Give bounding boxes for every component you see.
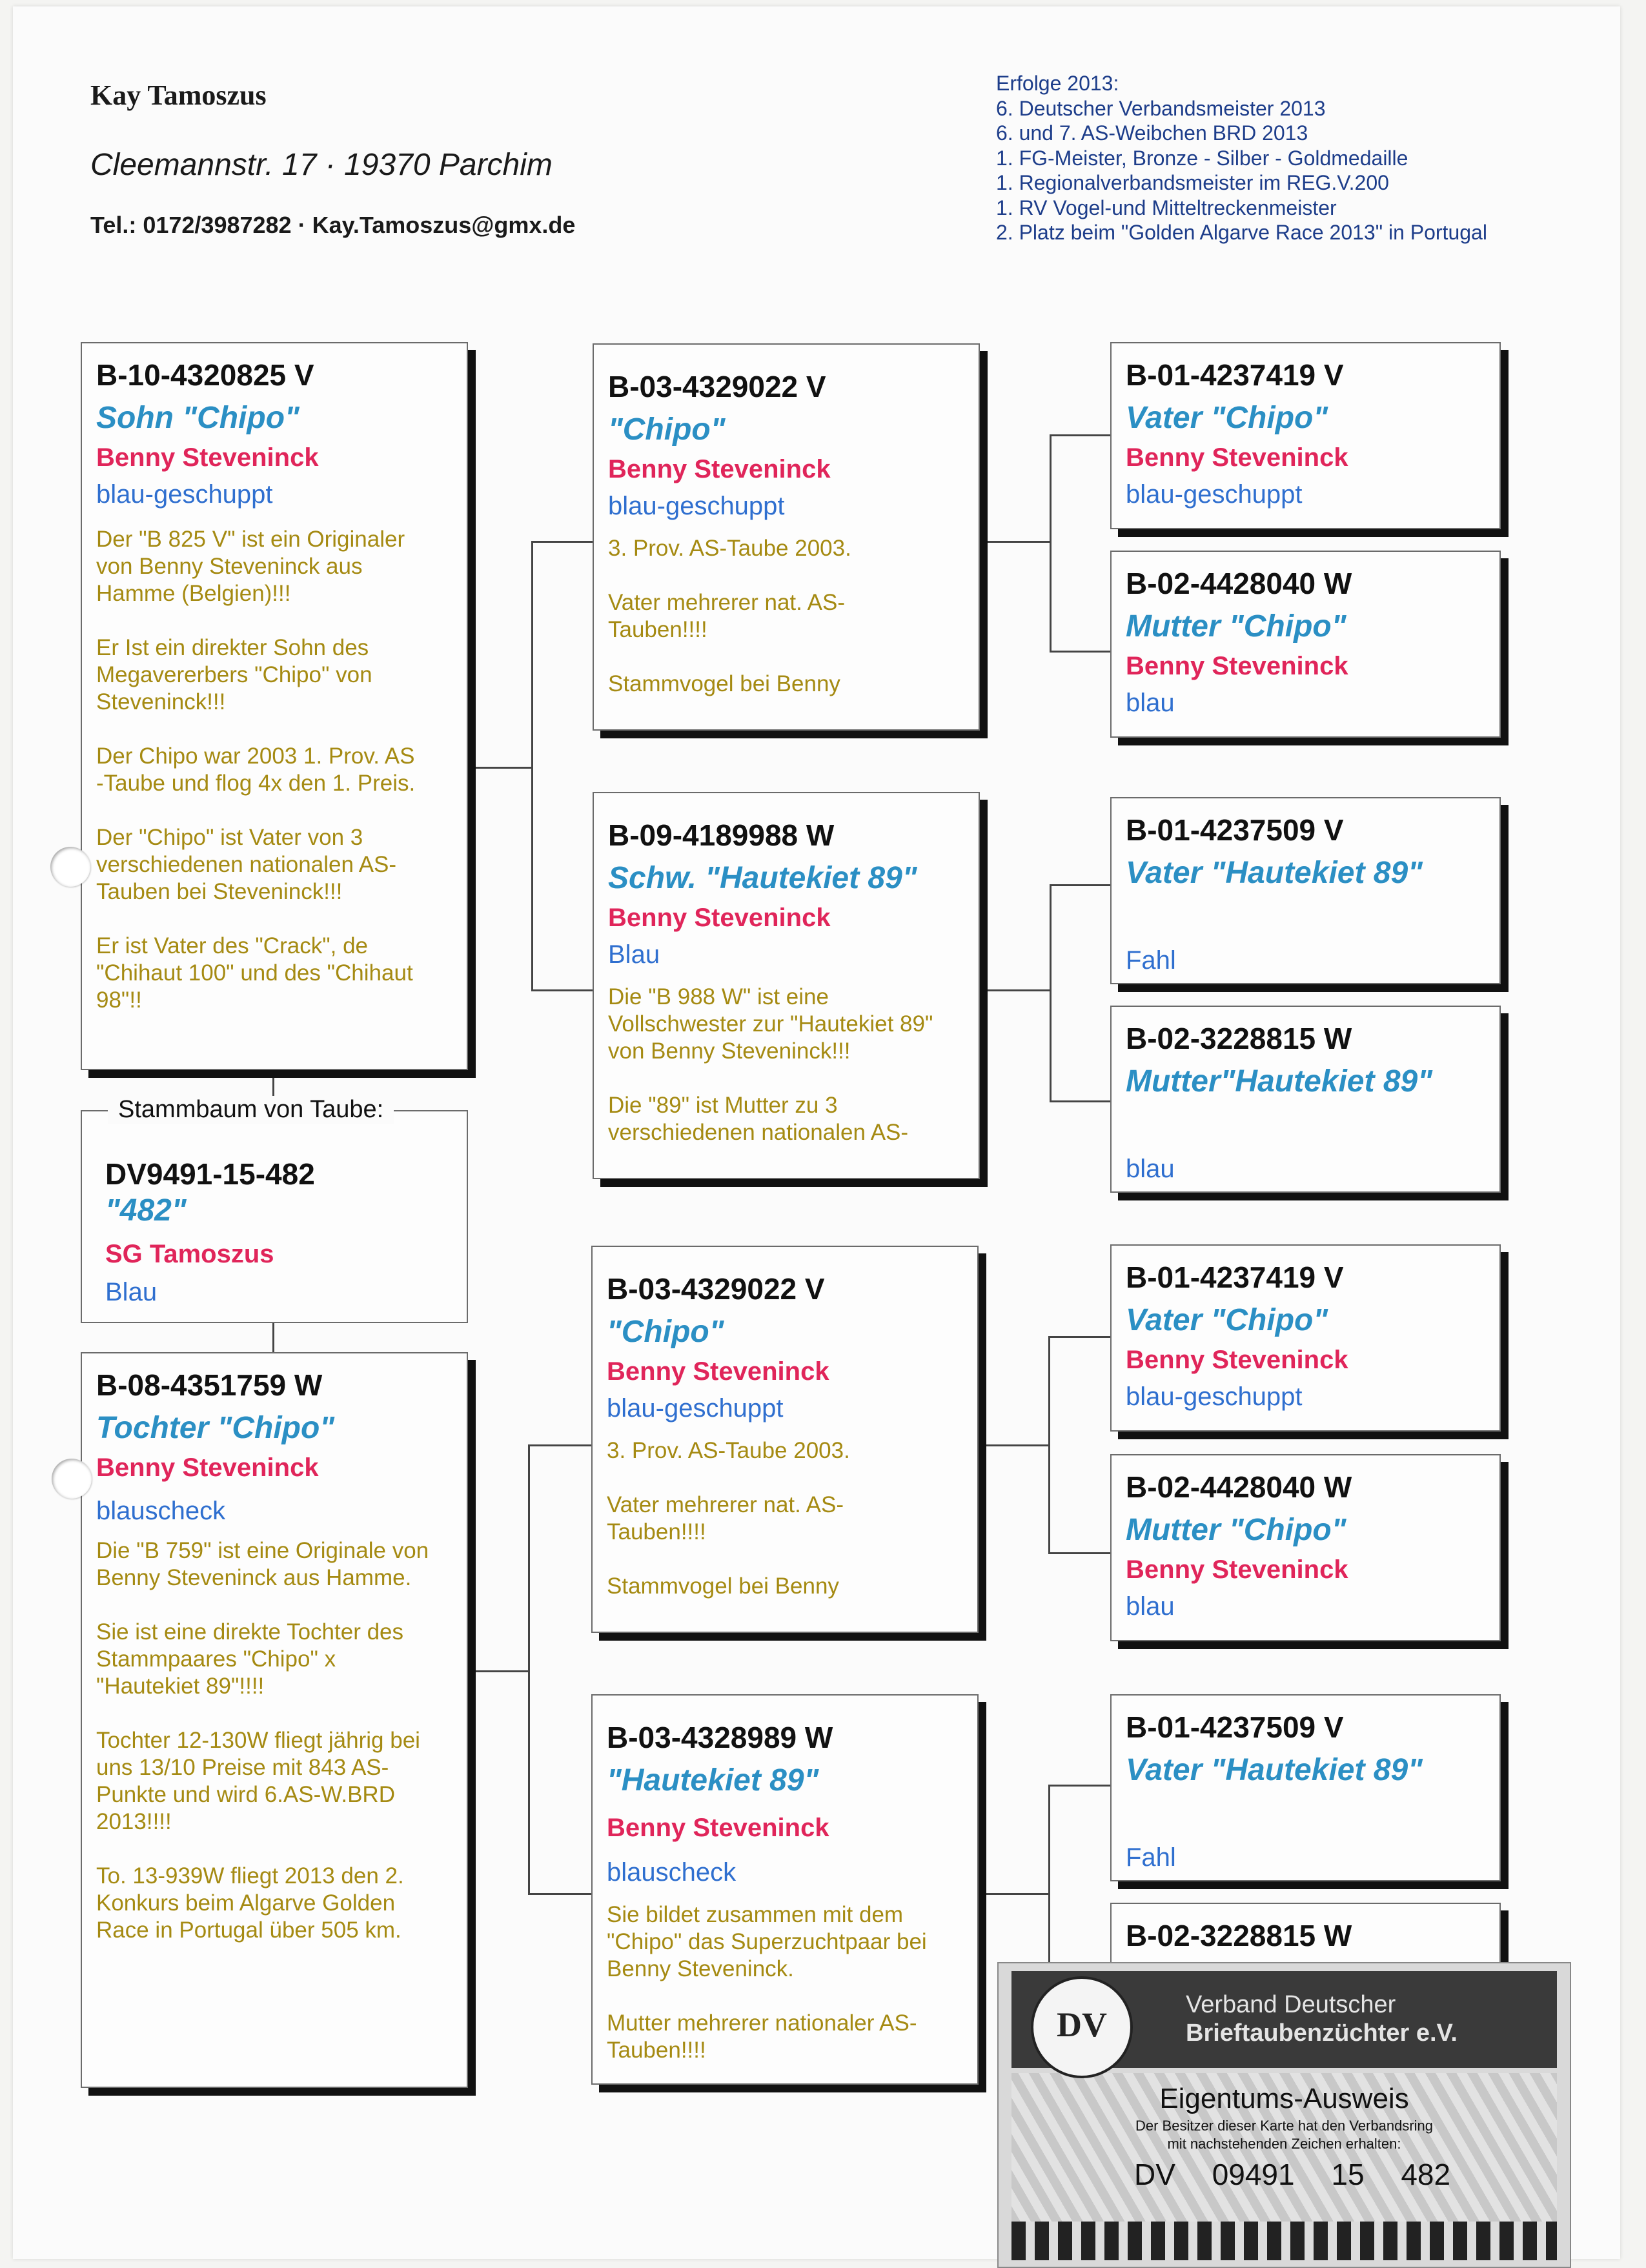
org-line: Verband Deutscher	[1186, 1991, 1396, 2018]
card-subtitle	[999, 2117, 1570, 2153]
connector-line	[528, 1444, 591, 1446]
note-paragraph: Stammvogel bei Benny	[607, 1574, 839, 1599]
empty-breeder-line	[1126, 1099, 1485, 1147]
note-paragraph: Die "B 759" ist eine Originale von Benny Steveninck aus Hamme.	[96, 1538, 429, 1590]
great-grandparent-card	[1110, 1694, 1501, 1881]
success-line: Erfolge 2013:	[996, 72, 1119, 95]
success-line: 2. Platz beim "Golden Algarve Race 2013" in Portugal	[996, 221, 1487, 244]
connector-line	[1048, 1336, 1110, 1338]
connector-line	[1050, 1100, 1110, 1102]
great-grandparent-card	[1110, 797, 1501, 984]
note-paragraph: Vater mehrerer nat. AS- Tauben!!!!	[608, 590, 846, 642]
connector-line	[1048, 1336, 1050, 1554]
ring-number: B-01-4237419 V	[1126, 358, 1344, 392]
pigeon-color: blau-geschuppt	[96, 480, 273, 509]
ring-number: DV9491-15-482	[105, 1157, 315, 1191]
ring-number: B-02-4428040 W	[1126, 1470, 1352, 1504]
connector-line	[528, 1893, 591, 1895]
breeder-name: Benny Steveninck	[96, 1453, 319, 1482]
subtitle-line: Der Besitzer dieser Karte hat den Verbandsring	[1135, 2118, 1434, 2134]
ring-number: B-02-3228815 W	[1126, 1022, 1352, 1055]
connector-line	[1050, 651, 1110, 653]
success-line: 6. Deutscher Verbandsmeister 2013	[996, 96, 1326, 120]
pigeon-name: Schw. "Hautekiet 89"	[608, 861, 917, 895]
great-grandparent-card	[1110, 551, 1501, 738]
great-grandparent-card	[1110, 342, 1501, 529]
org-line: Brieftaubenzüchter e.V.	[1186, 2020, 1458, 2047]
subject-box	[81, 1096, 468, 1323]
empty-breeder-line	[1126, 1788, 1485, 1836]
pigeon-name: Vater "Chipo"	[1126, 1303, 1328, 1337]
pigeon-color: blau-geschuppt	[608, 492, 785, 520]
owner-contact: Tel.: 0172/3987282 · Kay.Tamoszus@gmx.de	[90, 212, 576, 238]
card-title: Eigentums-Ausweis	[1159, 2083, 1409, 2114]
pigeon-name: Mutter "Chipo"	[1126, 609, 1346, 643]
breeder-name: Benny Steveninck	[607, 1357, 829, 1386]
ring-number: B-02-3228815 W	[1126, 1919, 1352, 1952]
success-line: 6. und 7. AS-Weibchen BRD 2013	[996, 121, 1308, 145]
ring-number: B-01-4237419 V	[1126, 1261, 1344, 1294]
ring-club: 09491	[1212, 2158, 1295, 2191]
ownership-id-card	[997, 1962, 1571, 2268]
pigeon-color: blauscheck	[96, 1497, 226, 1525]
connector-line	[1048, 1785, 1110, 1787]
success-list	[996, 71, 1487, 245]
note-paragraph: To. 13-939W fliegt 2013 den 2. Konkurs beim Algarve Golden Race in Portugal über 505 km.	[96, 1863, 404, 1943]
connector-line	[528, 1444, 530, 1894]
great-grandparent-card	[1110, 1006, 1501, 1193]
pigeon-color: blau-geschuppt	[607, 1394, 784, 1423]
success-line: 1. Regionalverbandsmeister im REG.V.200	[996, 171, 1389, 194]
pigeon-notes	[607, 1437, 963, 1600]
association-name	[1186, 1990, 1458, 2047]
pigeon-name: Vater "Chipo"	[1126, 401, 1328, 435]
connector-line	[531, 541, 533, 991]
note-paragraph: Tochter 12-130W fliegt jährig bei uns 13/10 Preise mit 843 AS- Punkte und wird 6.AS-W.BRD 2013!!!!	[96, 1728, 420, 1834]
connector-line	[531, 541, 593, 543]
note-paragraph: Der "Chipo" ist Vater von 3 verschiedenen nationalen AS- Tauben bei Steveninck!!!	[96, 825, 397, 904]
connector-line	[980, 1444, 1050, 1446]
owner-address: Cleemannstr. 17 · 19370 Parchim	[90, 148, 553, 182]
owner-name: Kay Tamoszus	[90, 79, 267, 111]
pigeon-color: Fahl	[1126, 1843, 1176, 1872]
pigeon-name: Sohn "Chipo"	[96, 401, 300, 435]
breeder-name: Benny Steveninck	[608, 455, 831, 483]
pigeon-name: Mutter "Chipo"	[1126, 1513, 1346, 1547]
ring-number: B-08-4351759 W	[96, 1368, 323, 1402]
ring-number: B-03-4329022 V	[607, 1272, 825, 1306]
note-paragraph: Die "B 988 W" ist eine Vollschwester zur "Hautekiet 89" von Benny Steveninck!!!	[608, 984, 933, 1064]
connector-line	[531, 989, 593, 991]
maternal-grandfather-card	[591, 1246, 979, 1633]
pigeon-color: blau	[1126, 1592, 1175, 1621]
connector-line	[272, 1323, 274, 1352]
breeder-name: Benny Steveninck	[608, 904, 831, 932]
ring-serial: 482	[1401, 2158, 1451, 2191]
pigeon-color: Fahl	[1126, 946, 1176, 975]
great-grandparent-card	[1110, 1244, 1501, 1432]
breeder-name: SG Tamoszus	[105, 1240, 274, 1268]
note-paragraph: Mutter mehrerer nationaler AS- Tauben!!!!	[607, 2010, 917, 2063]
note-paragraph: Vater mehrerer nat. AS- Tauben!!!!	[607, 1492, 844, 1544]
success-line: 1. RV Vogel-und Mitteltreckenmeister	[996, 196, 1337, 219]
pigeon-color: Blau	[608, 940, 660, 969]
pigeon-color: blauscheck	[607, 1858, 737, 1887]
association-logo-icon	[1031, 1976, 1133, 2078]
pigeon-name: "Hautekiet 89"	[607, 1763, 819, 1797]
note-paragraph: Sie ist eine direkte Tochter des Stammpaares "Chipo" x "Hautekiet 89"!!!!	[96, 1619, 404, 1699]
punch-hole	[50, 847, 90, 887]
ring-number: B-02-4428040 W	[1126, 567, 1352, 600]
ring-number: B-03-4329022 V	[608, 370, 826, 403]
pigeon-name: "482"	[105, 1193, 187, 1228]
note-paragraph: Die "89" ist Mutter zu 3 verschiedenen nationalen AS-	[608, 1093, 909, 1145]
pigeon-name: Vater "Hautekiet 89"	[1126, 856, 1423, 890]
connector-line	[1050, 434, 1110, 436]
connector-line	[1050, 884, 1110, 886]
paternal-grandmother-card	[593, 792, 980, 1179]
breeder-name: Benny Steveninck	[1126, 1555, 1348, 1584]
breeder-name: Benny Steveninck	[1126, 1346, 1348, 1374]
pigeon-name: Tochter "Chipo"	[96, 1411, 335, 1445]
pigeon-color: blau-geschuppt	[1126, 480, 1303, 509]
note-paragraph: Stammvogel bei Benny	[608, 671, 840, 696]
breeder-name: Benny Steveninck	[1126, 652, 1348, 680]
mother-card	[81, 1352, 468, 2088]
pigeon-name: Vater "Hautekiet 89"	[1126, 1753, 1423, 1787]
card-border-pattern	[1011, 2222, 1557, 2260]
breeder-name: Benny Steveninck	[96, 443, 319, 472]
pigeon-color: blau-geschuppt	[1126, 1382, 1303, 1411]
connector-line	[468, 1670, 529, 1672]
ring-country: DV	[1134, 2158, 1175, 2191]
ring-number: B-09-4189988 W	[608, 818, 835, 852]
pigeon-notes	[607, 1901, 963, 2064]
ring-number: B-01-4237509 V	[1126, 813, 1344, 847]
ring-number: B-10-4320825 V	[96, 358, 314, 392]
card-header	[1011, 1971, 1557, 2068]
pigeon-notes	[96, 1537, 452, 1944]
father-card	[81, 342, 468, 1070]
breeder-name: Benny Steveninck	[607, 1814, 829, 1842]
connector-line	[1050, 884, 1052, 1102]
connector-line	[1050, 434, 1052, 652]
connector-line	[980, 989, 1051, 991]
connector-line	[468, 767, 533, 769]
empty-breeder-line	[1126, 891, 1485, 938]
pigeon-color: blau	[1126, 689, 1175, 717]
note-paragraph: 3. Prov. AS-Taube 2003.	[608, 536, 851, 561]
ring-code	[1134, 2157, 1479, 2192]
maternal-grandmother-card	[591, 1694, 979, 2085]
pigeon-name: "Chipo"	[607, 1315, 724, 1349]
success-line: 1. FG-Meister, Bronze - Silber - Goldmedaille	[996, 146, 1408, 170]
subtitle-line: mit nachstehenden Zeichen erhalten:	[1167, 2136, 1401, 2152]
pigeon-notes	[608, 984, 964, 1146]
ring-number: B-03-4328989 W	[607, 1721, 833, 1754]
note-paragraph: Der "B 825 V" ist ein Originaler von Benny Steveninck aus Hamme (Belgien)!!!	[96, 527, 405, 606]
paternal-grandfather-card	[593, 343, 980, 731]
logo-text: DV	[1057, 2005, 1107, 2044]
pigeon-color: Blau	[105, 1278, 157, 1306]
pigeon-name: Mutter"Hautekiet 89"	[1126, 1064, 1432, 1099]
note-paragraph: Er ist Vater des "Crack", de "Chihaut 100" und des "Chihaut 98"!!	[96, 933, 413, 1013]
punch-hole	[52, 1459, 92, 1499]
pigeon-notes	[96, 526, 452, 1014]
connector-line	[980, 541, 1051, 543]
ring-year: 15	[1331, 2158, 1365, 2191]
connector-line	[977, 1893, 1050, 1895]
note-paragraph: Der Chipo war 2003 1. Prov. AS -Taube und flog 4x den 1. Preis.	[96, 744, 416, 796]
pigeon-notes	[608, 535, 964, 698]
breeder-name: Benny Steveninck	[1126, 443, 1348, 472]
great-grandparent-card	[1110, 1454, 1501, 1641]
note-paragraph: Sie bildet zusammen mit dem "Chipo" das Superzuchtpaar bei Benny Steveninck.	[607, 1902, 927, 1981]
subject-label: Stammbaum von Taube:	[108, 1096, 394, 1124]
note-paragraph: 3. Prov. AS-Taube 2003.	[607, 1438, 850, 1463]
note-paragraph: Er Ist ein direkter Sohn des Megavererbers "Chipo" von Steveninck!!!	[96, 635, 372, 714]
pigeon-color: blau	[1126, 1155, 1175, 1183]
pigeon-name: "Chipo"	[608, 412, 726, 447]
ring-number: B-01-4237509 V	[1126, 1710, 1344, 1744]
connector-line	[1048, 1552, 1110, 1554]
